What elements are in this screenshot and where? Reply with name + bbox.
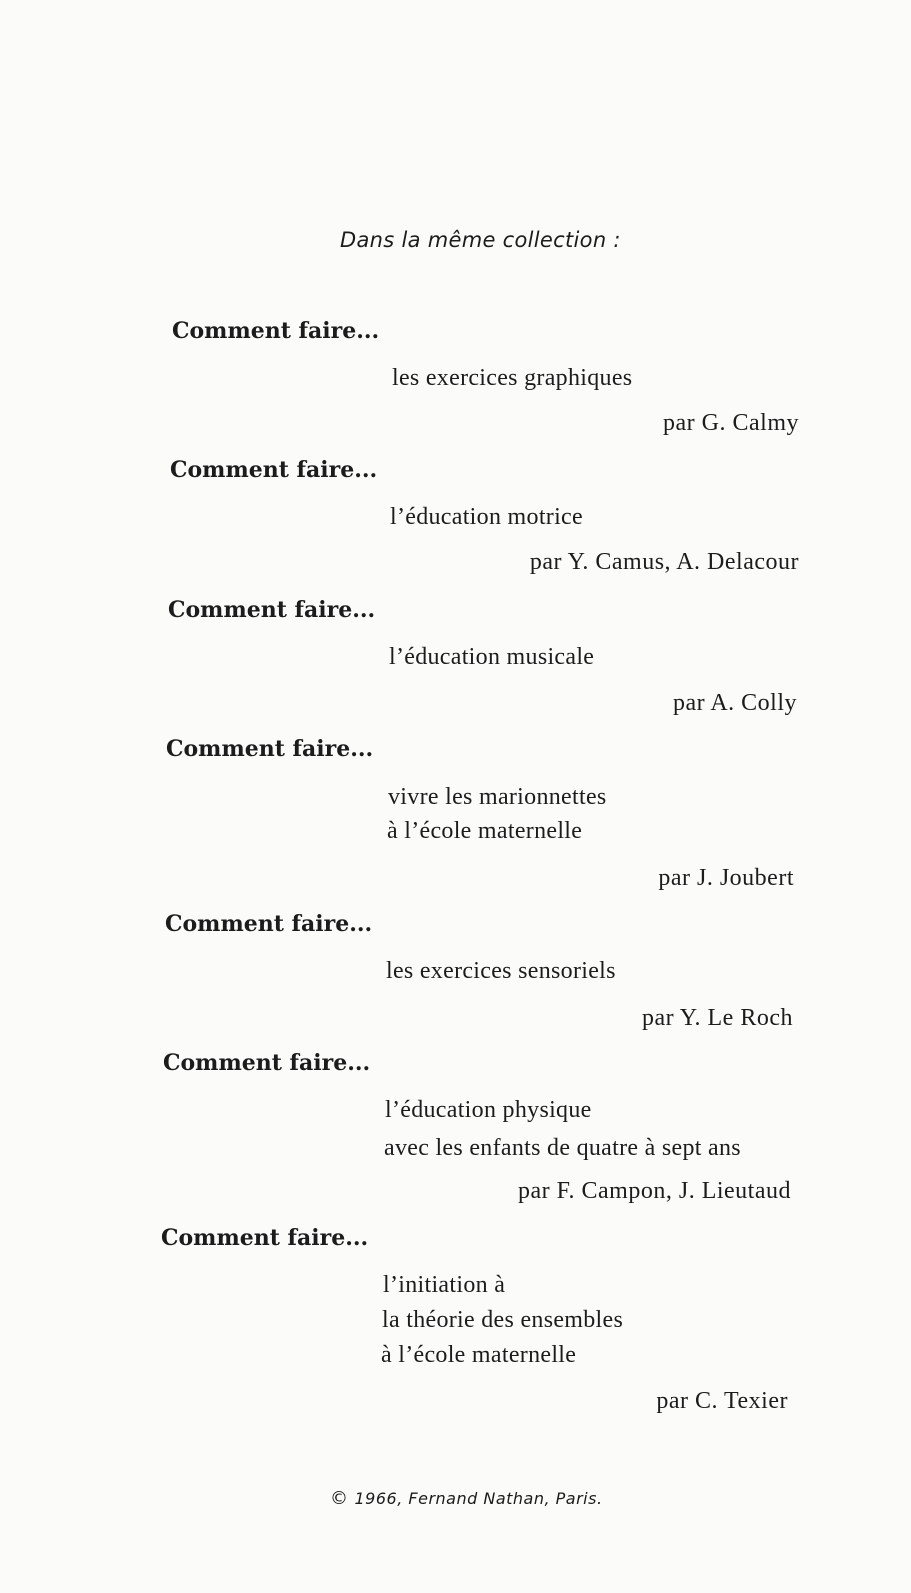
book-author: par G. Calmy <box>663 410 799 436</box>
book-title-line: les exercices sensoriels <box>386 958 616 984</box>
series-label: Comment faire... <box>165 911 373 937</box>
book-title-line: la théorie des ensembles <box>382 1307 624 1333</box>
copyright-symbol: © <box>330 1488 349 1509</box>
book-title-line: à l’école maternelle <box>381 1342 577 1368</box>
book-title-line: l’initiation à <box>383 1272 506 1298</box>
series-label: Comment faire... <box>163 1050 371 1076</box>
book-author: par A. Colly <box>673 690 797 716</box>
copyright-notice <box>330 1488 603 1509</box>
series-label: Comment faire... <box>172 318 380 344</box>
series-label: Comment faire... <box>161 1225 369 1251</box>
book-title-line: l’éducation musicale <box>389 644 595 670</box>
series-label: Comment faire... <box>168 597 376 623</box>
book-title-line: l’éducation motrice <box>390 504 583 530</box>
book-title-line: à l’école maternelle <box>387 818 583 844</box>
book-title-line: avec les enfants de quatre à sept ans <box>384 1135 741 1161</box>
collection-heading: Dans la même collection : <box>340 228 621 252</box>
series-label: Comment faire... <box>170 457 378 483</box>
book-title-line: les exercices graphiques <box>392 365 633 391</box>
book-author: par C. Texier <box>656 1388 788 1414</box>
book-author: par Y. Le Roch <box>642 1005 793 1031</box>
book-author: par F. Campon, J. Lieutaud <box>517 1178 791 1204</box>
book-author: par Y. Camus, A. Delacour <box>529 549 799 575</box>
copyright-text: 1966, Fernand Nathan, Paris. <box>354 1489 603 1508</box>
book-title-line: l’éducation physique <box>385 1097 592 1123</box>
book-author: par J. Joubert <box>658 865 794 891</box>
series-label: Comment faire... <box>166 736 374 762</box>
book-title-line: vivre les marionnettes <box>388 784 607 810</box>
